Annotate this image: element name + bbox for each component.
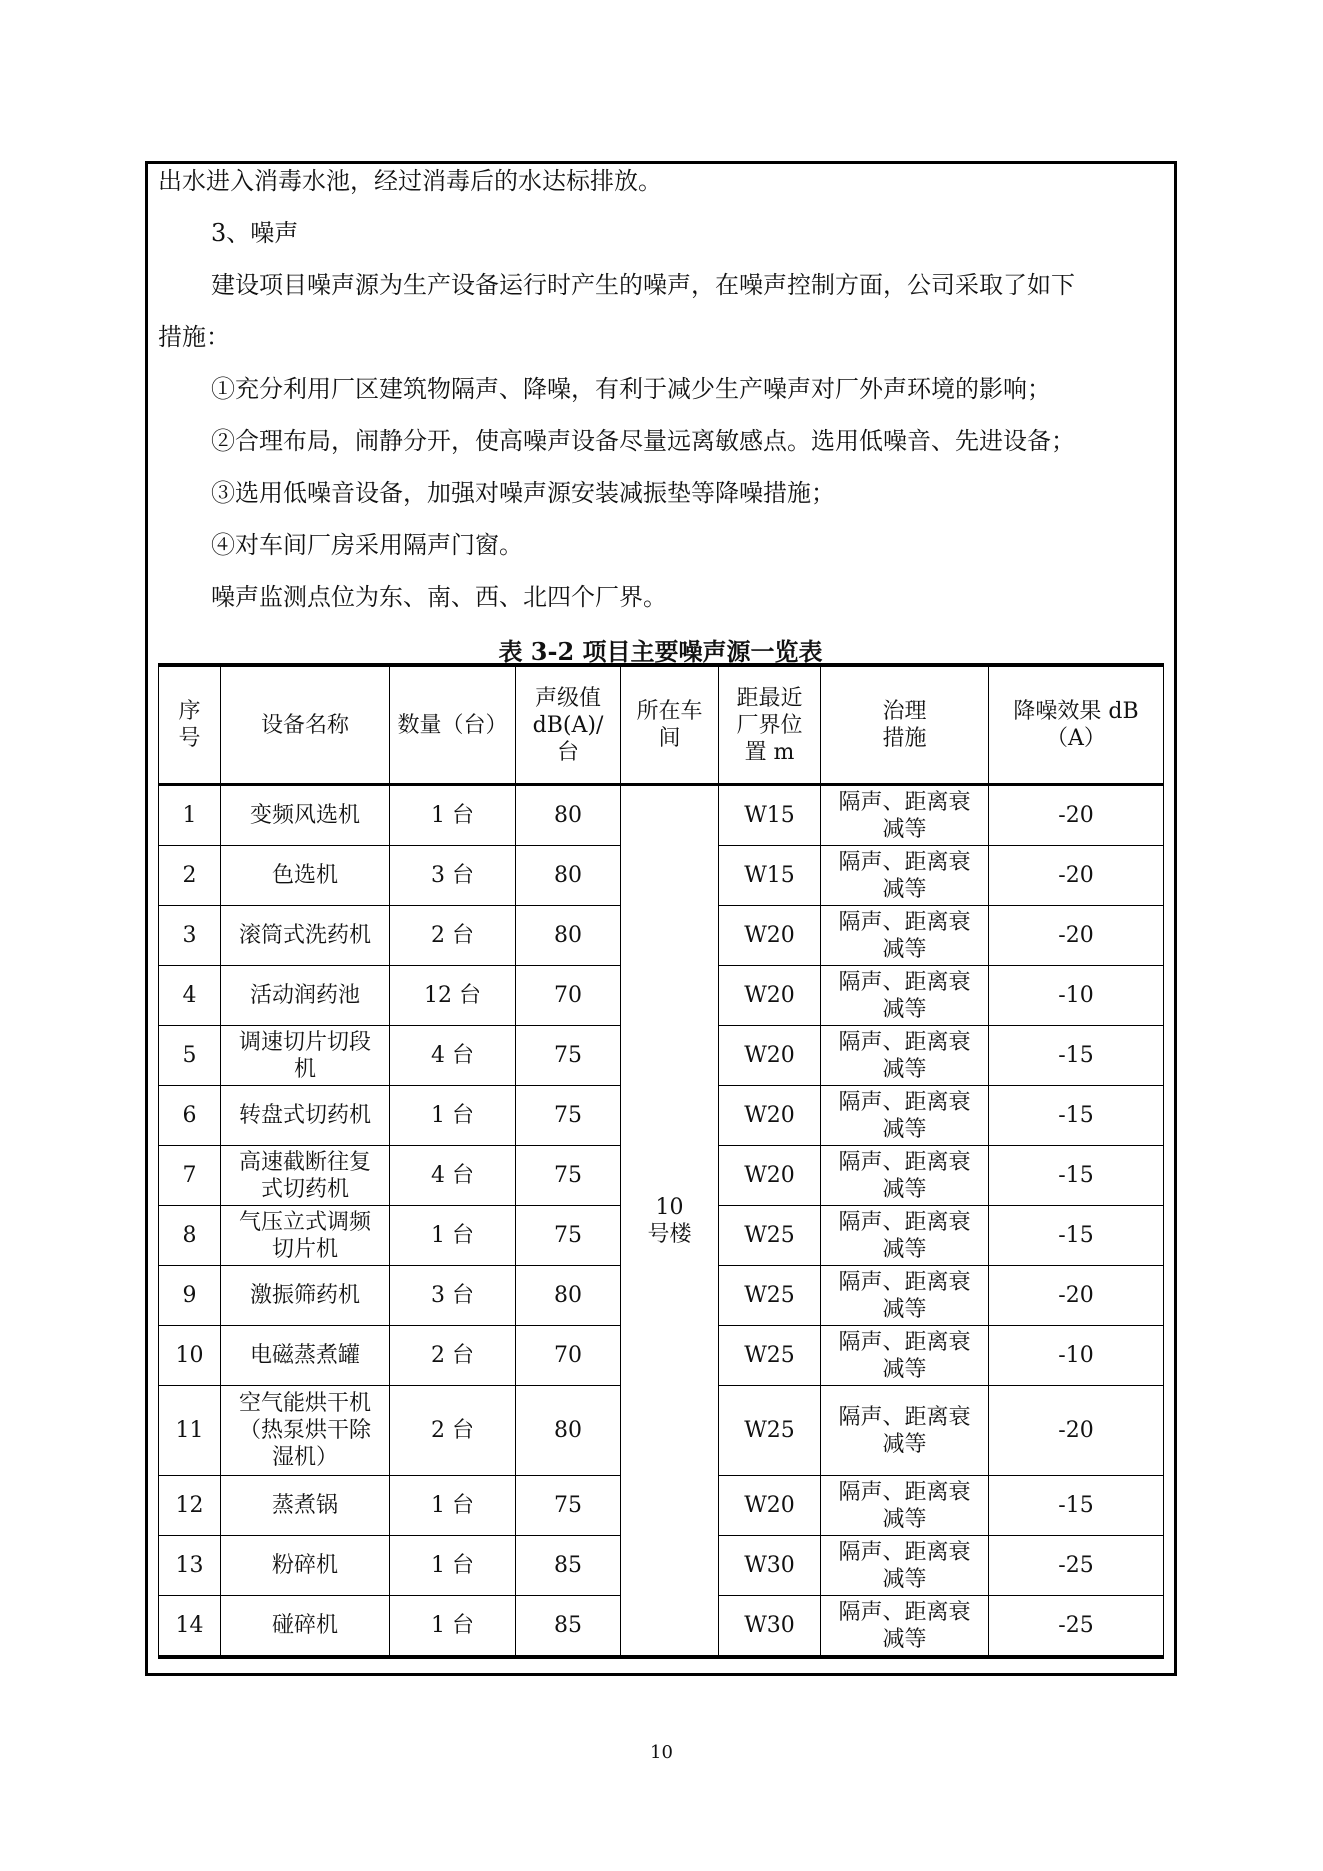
noise-source-table [158,663,1164,1659]
table-cell: 3 台 [390,1266,516,1326]
table-cell: -20 [989,846,1164,906]
table-cell: 75 [516,1476,621,1536]
table-cell: W20 [719,966,821,1026]
table-cell: 4 台 [390,1026,516,1086]
table-cell: 9 [159,1266,221,1326]
table-cell: 气压立式调频切片机 [221,1206,390,1266]
table-cell: 蒸煮锅 [221,1476,390,1536]
table-cell: 空气能烘干机（热泵烘干除湿机） [221,1386,390,1476]
table-cell: 14 [159,1596,221,1658]
table-cell: 2 台 [390,1386,516,1476]
table-cell: 7 [159,1146,221,1206]
table-cell: 80 [516,1386,621,1476]
table-cell: -15 [989,1206,1164,1266]
table-cell: 色选机 [221,846,390,906]
table-cell: -20 [989,1386,1164,1476]
table-cell: W15 [719,785,821,846]
table-cell: 隔声、距离衰减等 [821,966,989,1026]
table-cell: 3 台 [390,846,516,906]
table-cell: 70 [516,966,621,1026]
table-cell: 12 台 [390,966,516,1026]
table-cell: 粉碎机 [221,1536,390,1596]
paragraph: 措施： [158,323,230,351]
column-header: 距最近厂界位置 m [719,665,821,785]
table-cell: 80 [516,785,621,846]
table-cell: 75 [516,1206,621,1266]
table-cell: 80 [516,846,621,906]
table-cell: 滚筒式洗药机 [221,906,390,966]
list-item: ③选用低噪音设备，加强对噪声源安装减振垫等降噪措施； [211,479,835,507]
table-cell: 隔声、距离衰减等 [821,1536,989,1596]
table-cell: 85 [516,1596,621,1658]
table-cell: W25 [719,1386,821,1476]
table-cell: -10 [989,1326,1164,1386]
table-cell: 6 [159,1086,221,1146]
workshop-cell: 10 号楼 [621,785,719,1658]
table-cell: 1 台 [390,1596,516,1658]
column-header: 治理措施 [821,665,989,785]
table-cell: -25 [989,1596,1164,1658]
table-cell: 隔声、距离衰减等 [821,1596,989,1658]
table-cell: -25 [989,1536,1164,1596]
table-cell: -10 [989,966,1164,1026]
table-cell: 隔声、距离衰减等 [821,1386,989,1476]
table-caption: 表 3-2 项目主要噪声源一览表 [498,637,823,666]
column-header: 数量（台） [390,665,516,785]
table-row [159,785,1164,846]
table-cell: 调速切片切段机 [221,1026,390,1086]
table-cell: W25 [719,1206,821,1266]
table-cell: 4 台 [390,1146,516,1206]
table-cell: W25 [719,1266,821,1326]
column-header: 所在车间 [621,665,719,785]
table-cell: W25 [719,1326,821,1386]
table-cell: 2 台 [390,906,516,966]
table-cell: 2 [159,846,221,906]
table-cell: 85 [516,1536,621,1596]
table-cell: 1 台 [390,785,516,846]
table-cell: 75 [516,1086,621,1146]
table-cell: 高速截断往复式切药机 [221,1146,390,1206]
table-cell: 3 [159,906,221,966]
table-cell: 10 [159,1326,221,1386]
table-cell: 隔声、距离衰减等 [821,906,989,966]
column-header: 声级值 dB(A)/台 [516,665,621,785]
table-cell: W20 [719,906,821,966]
table-cell: 75 [516,1146,621,1206]
table-cell: 隔声、距离衰减等 [821,846,989,906]
table-cell: 8 [159,1206,221,1266]
table-cell: 75 [516,1026,621,1086]
table-cell: 1 台 [390,1536,516,1596]
table-cell: 80 [516,906,621,966]
table-cell: 隔声、距离衰减等 [821,1206,989,1266]
table-cell: 2 台 [390,1326,516,1386]
table-cell: -15 [989,1086,1164,1146]
table-cell: 变频风选机 [221,785,390,846]
table-cell: 隔声、距离衰减等 [821,1476,989,1536]
table-cell: -15 [989,1146,1164,1206]
table-cell: 隔声、距离衰减等 [821,1086,989,1146]
table-cell: 4 [159,966,221,1026]
table-cell: W20 [719,1476,821,1536]
table-cell: 碰碎机 [221,1596,390,1658]
column-header: 设备名称 [221,665,390,785]
table-cell: 隔声、距离衰减等 [821,1026,989,1086]
table-cell: 1 台 [390,1086,516,1146]
table-cell: W15 [719,846,821,906]
table-cell: 5 [159,1026,221,1086]
table-cell: 转盘式切药机 [221,1086,390,1146]
table-cell: -20 [989,785,1164,846]
table-cell: 电磁蒸煮罐 [221,1326,390,1386]
page-number: 10 [650,1742,673,1763]
table-cell: 隔声、距离衰减等 [821,785,989,846]
table-cell: W20 [719,1086,821,1146]
column-header: 序号 [159,665,221,785]
column-header: 降噪效果 dB（A） [989,665,1164,785]
table-cell: 11 [159,1386,221,1476]
list-item: ①充分利用厂区建筑物隔声、降噪，有利于减少生产噪声对厂外声环境的影响； [211,375,1051,403]
section-heading: 3、噪声 [211,219,299,247]
paragraph: 出水进入消毒水池，经过消毒后的水达标排放。 [158,167,662,195]
table-cell: 活动润药池 [221,966,390,1026]
table-cell: -15 [989,1026,1164,1086]
table-cell: 1 [159,785,221,846]
table-cell: W30 [719,1536,821,1596]
table-cell: 1 台 [390,1206,516,1266]
table-cell: 隔声、距离衰减等 [821,1266,989,1326]
table-cell: W20 [719,1026,821,1086]
paragraph: 噪声监测点位为东、南、西、北四个厂界。 [211,583,667,611]
table-cell: -15 [989,1476,1164,1536]
table-cell: -20 [989,906,1164,966]
table-header-row [159,665,1164,785]
table-cell: 12 [159,1476,221,1536]
table-cell: 隔声、距离衰减等 [821,1326,989,1386]
table-cell: 1 台 [390,1476,516,1536]
paragraph: 建设项目噪声源为生产设备运行时产生的噪声，在噪声控制方面，公司采取了如下 [211,271,1075,299]
table-cell: W30 [719,1596,821,1658]
table-cell: -20 [989,1266,1164,1326]
table-cell: 80 [516,1266,621,1326]
table-cell: W20 [719,1146,821,1206]
table-cell: 13 [159,1536,221,1596]
list-item: ④对车间厂房采用隔声门窗。 [211,531,523,559]
table-cell: 激振筛药机 [221,1266,390,1326]
table-cell: 隔声、距离衰减等 [821,1146,989,1206]
table-cell: 70 [516,1326,621,1386]
list-item: ②合理布局，闹静分开，使高噪声设备尽量远离敏感点。选用低噪音、先进设备； [211,427,1075,455]
